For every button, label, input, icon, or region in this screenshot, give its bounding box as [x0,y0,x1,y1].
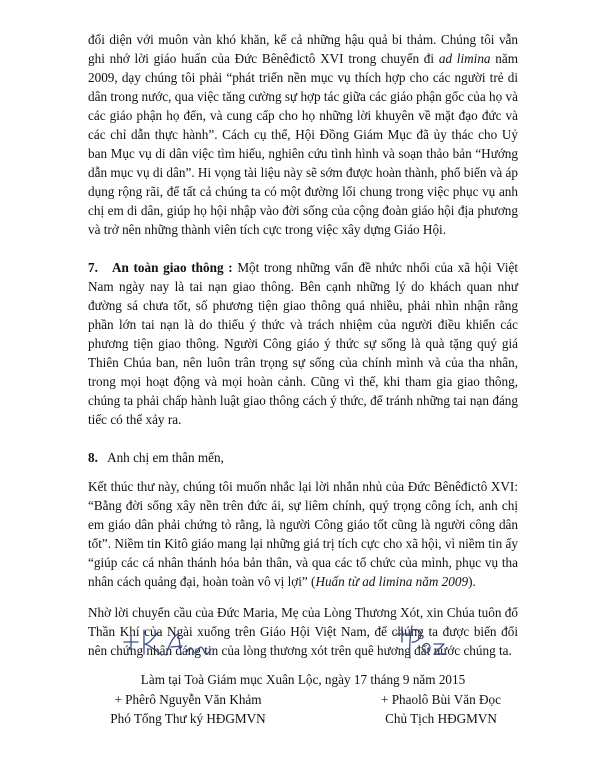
intro-italic-term: ad limina [438,51,491,66]
section-7 [88,258,518,429]
section-7-title: An toàn giao thông : [111,260,233,275]
signer-left-role: Phó Tổng Thư ký HĐGMVN [110,711,266,726]
intro-text-2: năm 2009, dạy chúng tôi phải “phát triển nền mục vụ thích hợp cho các người trẻ di dân trong nước, qua việc tăng cường sự hợp tác giữa các giáo phận gốc của họ và các giáo phận họ đến, và cung cấp cho họ những lời khuyên về mặt đạo đức và các chỉ dẫn thực hành”. Cách cụ thể, Hội Đồng Giám Mục đã ủy thác cho Uỷ ban Mục vụ di dân việc tìm hiểu, nghiên cứu tình hình và soạn thảo bản “Hướng dẫn mục vụ di dân”. Hi vọng tài liệu này sẽ sớm được hoàn thành, phổ biến và áp dụng rộng rãi, để tất cả chúng ta có một đường lối chung trong việc phục vụ anh chị em di dân, giúp họ hội nhập vào đời sống của cộng đoàn giáo hội địa phương và trở nên những thành viên tích cực trong việc xây dựng Giáo Hội. [88,51,518,237]
signer-left [88,690,288,728]
conclusion-text-1: Kết thúc thư này, chúng tôi muốn nhắc lại lời nhắn nhủ của Đức Bênêđictô XVI: “Bằng đời sống xây nền trên đức ái, sự liêm chính, quý trọng công ích, anh chị em giáo dân phải chứng tỏ rằng, là người Công giáo tốt cũng là người công dân tốt”. Niềm tin Kitô giáo mang lại những giá trị tích cực cho xã hội, vì niềm tin ấy “giúp các cá nhân thánh hóa bản thân, và qua các tổ chức của mình, phục vụ tha nhân cách quảng đại, hoàn toàn vô vị lợi” ( [88,479,518,589]
conclusion-text-2: ). [468,574,476,589]
signer-right [356,690,526,728]
signature-right [388,618,458,668]
signature-left [118,620,228,670]
conclusion-citation: Huấn từ ad limina năm 2009 [315,574,469,589]
intro-text-1: đối diện với muôn vàn khó khăn, kể cả những hậu quả bi thảm. Chúng tôi vẫn ghi nhớ lời giáo huấn của Đức Bênêđictô XVI trong chuyến đi [88,32,518,66]
section-7-text: Một trong những vấn đề nhức nhối của xã hội Việt Nam ngày nay là tai nạn giao thông. Bên cạnh những lý do khách quan như đường sá chưa tốt, số phương tiện giao thông quá nhiều, phải nhìn nhận rằng phần lớn tai nạn là do thiếu ý thức và trách nhiệm của người điều khiển các phương tiện giao thông. Người Công giáo ý thức sự sống là quà tặng quý giá Thiên Chúa ban, nên luôn trân trọng sự sống của chính mình và của tha nhân, trong mọi hoạt động và mọi hoàn cảnh. Cũng vì thế, khi tham gia giao thông, chúng ta phải chấp hành luật giao thông cách ý thức, để tránh những tai nạn đáng tiếc có thể xảy ra. [88,260,518,427]
signer-right-role: Chủ Tịch HĐGMVN [385,711,497,726]
intro-paragraph [88,30,518,239]
section-8 [88,448,518,467]
signature-row [88,620,518,680]
blessing-paragraph: Nhờ lời chuyển cầu của Đức Maria, Mẹ của Lòng Thương Xót, xin Chúa tuôn đổ Thần Khí của Ngài xuống trên Giáo Hội Việt Nam, để chúng ta được biến đổi nên chứng nhân đáng tin của lòng thương xót trên quê hương đất nước chúng ta. [88,605,518,658]
dateline: Làm tại Toà Giám mục Xuân Lộc, ngày 17 tháng 9 năm 2015 [140,672,466,687]
section-8-title: Anh chị em thân mến, [107,450,224,465]
section-7-number: 7. [88,260,98,275]
signer-left-name: + Phêrô Nguyễn Văn Khảm [114,692,262,707]
section-8-number: 8. [88,450,98,465]
conclusion-paragraph [88,477,518,591]
signer-right-name: + Phaolô Bùi Văn Đọc [380,692,501,707]
